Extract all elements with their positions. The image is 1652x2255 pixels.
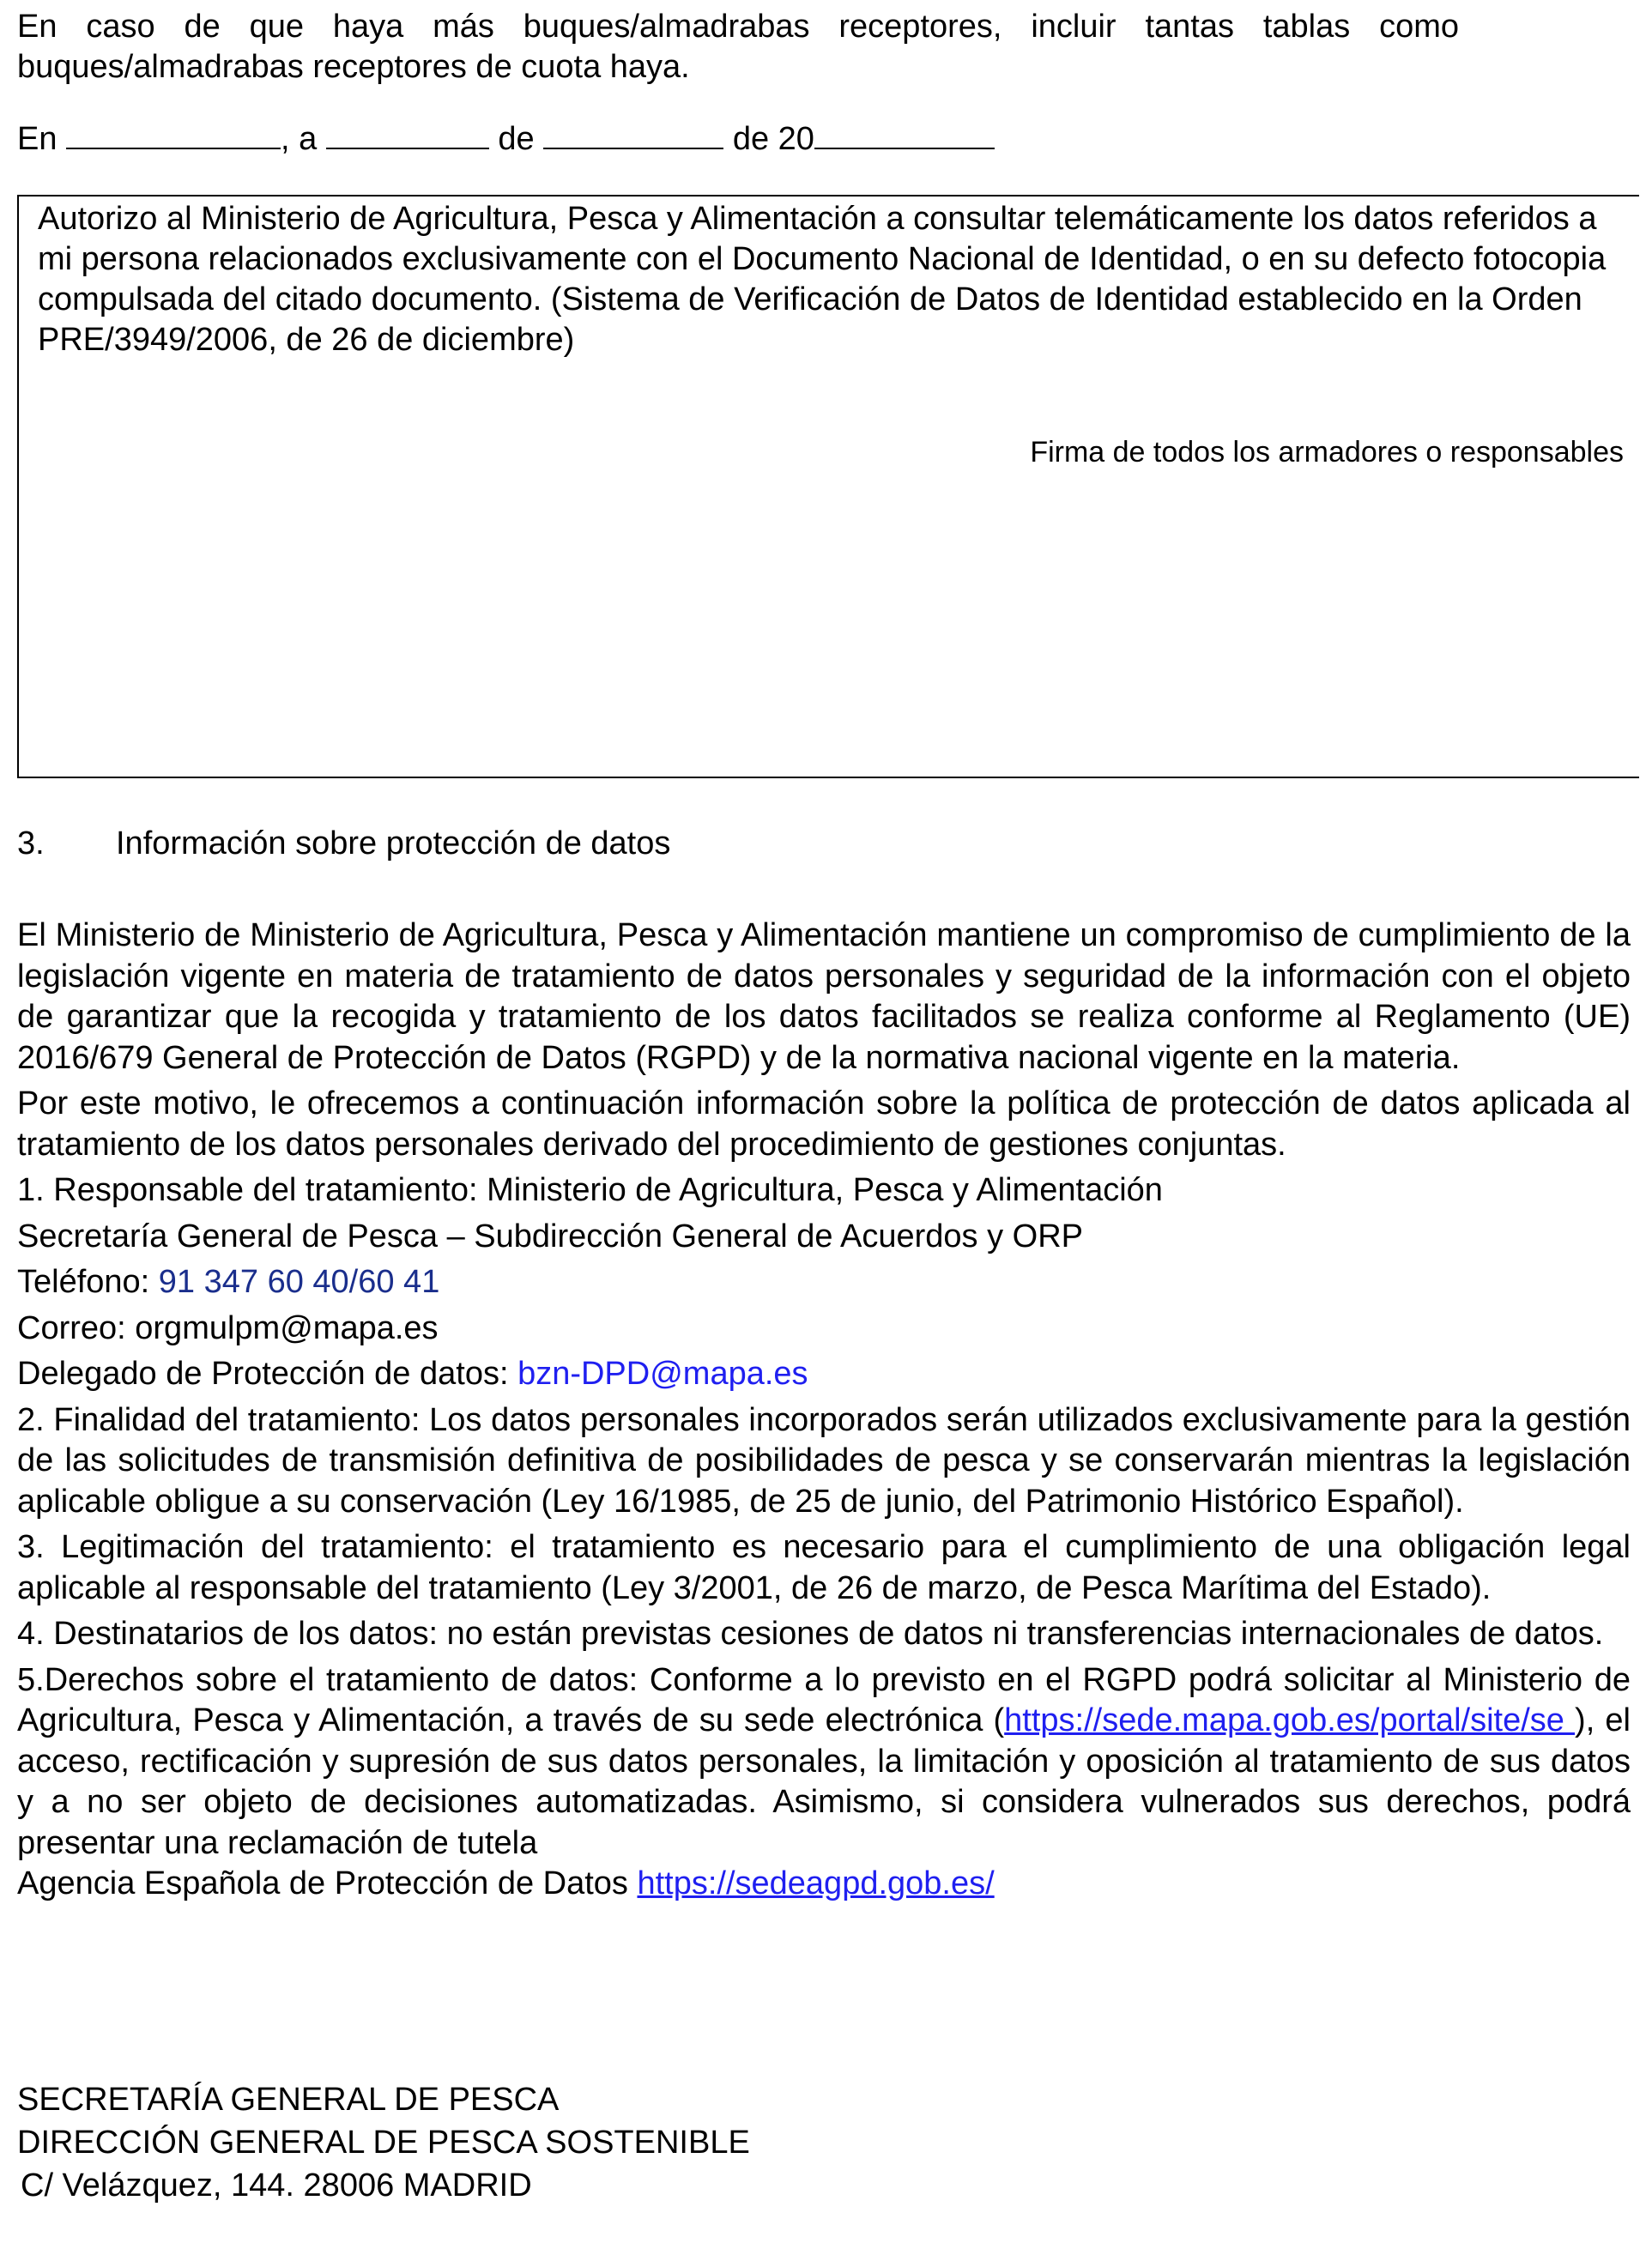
- paragraph-finalidad: 2. Finalidad del tratamiento: Los datos personales incorporados serán utilizados exclusivamente para la gestión de las solicitudes de transmisión definitiva de posibilidades de pesca y se conservarán mientras la legislación aplicable obligue a su conservación (Ley 16/1985, de 25 de junio, del Patrimonio Histórico Español).: [17, 1401, 1631, 1520]
- date-de1-label: de: [498, 121, 535, 157]
- year-blank[interactable]: [814, 113, 995, 149]
- dpd-line: [17, 1354, 1631, 1395]
- date-en-label: En: [17, 121, 57, 157]
- paragraph-derechos: [17, 1660, 1631, 1865]
- date-de2-label: de 20: [732, 121, 814, 157]
- date-a-label: , a: [281, 121, 318, 157]
- signature-label: Firma de todos los armadores o responsables: [1030, 436, 1624, 469]
- date-line: [17, 113, 1219, 160]
- responsable-line: 1. Responsable del tratamiento: Ministerio de Agricultura, Pesca y Alimentación: [17, 1172, 1163, 1208]
- section-number: 3.: [17, 825, 45, 861]
- day-blank[interactable]: [326, 113, 489, 149]
- agpd-link[interactable]: https://sedeagpd.gob.es/: [637, 1865, 995, 1901]
- derechos-text-1: 5.Derechos sobre el tratamiento de datos: Conforme a lo previsto en el RGPD podrá solicitar al Ministerio de Agricultura, Pesca y Alimentación, a través de su sede electrónica (: [17, 1661, 1631, 1738]
- footer-street: C/ Velázquez, 144. 28006 MADRID: [21, 2167, 532, 2204]
- section-title: Información sobre protección de datos: [116, 825, 671, 861]
- paragraph-destinatarios: 4. Destinatarios de los datos: no están previstas cesiones de datos ni transferencias internacionales de datos.: [17, 1616, 1604, 1652]
- dpd-label: Delegado de Protección de datos:: [17, 1356, 518, 1392]
- telefono-value[interactable]: 91 347 60 40/60 41: [158, 1264, 440, 1300]
- derechos-text-2: ), el acceso, rectificación y supresión de sus datos personales, la limitación y oposición al tratamiento de sus datos y a no ser objeto de decisiones automatizadas. Asimismo, si considera vulnerados sus derechos, podrá presentar una reclamación de tutela: [17, 1702, 1631, 1861]
- intro-paragraph: En caso de que haya más buques/almadrabas receptores, incluir tantas tablas como buques/almadrabas receptores de cuota haya.: [17, 9, 1459, 85]
- paragraph-policy: Por este motivo, le ofrecemos a continuación información sobre la política de protección de datos aplicada al tratamiento de los datos personales derivado del procedimiento de gestiones conjuntas.: [17, 1085, 1631, 1163]
- telefono-line: [17, 1262, 1631, 1303]
- paragraph-legitimacion: 3. Legitimación del tratamiento: el tratamiento es necesario para el cumplimiento de una obligación legal aplicable al responsable del tratamiento (Ley 3/2001, de 26 de marzo, de Pesca Marítima del Estado).: [17, 1529, 1631, 1606]
- place-blank[interactable]: [66, 113, 281, 149]
- authorization-text: Autorizo al Ministerio de Agricultura, Pesca y Alimentación a consultar telemáticamente los datos referidos a mi persona relacionados exclusivamente con el Documento Nacional de Identidad, o en su defecto fotocopia compulsada del citado documento. (Sistema de Verificación de Datos de Identidad establecido en la Orden PRE/3949/2006, de 26 de diciembre): [38, 201, 1607, 358]
- section-3-heading: [17, 824, 670, 864]
- footer-direccion: DIRECCIÓN GENERAL DE PESCA SOSTENIBLE: [17, 2125, 750, 2161]
- correo-line: Correo: orgmulpm@mapa.es: [17, 1309, 439, 1346]
- footer-secretaria: SECRETARÍA GENERAL DE PESCA: [17, 2082, 560, 2118]
- data-protection-body: [17, 916, 1631, 1910]
- agencia-label: Agencia Española de Protección de Datos: [17, 1865, 638, 1901]
- sede-link[interactable]: https://sede.mapa.gob.es/portal/site/se: [1004, 1702, 1576, 1738]
- paragraph-commitment: El Ministerio de Ministerio de Agricultura, Pesca y Alimentación mantiene un compromiso de cumplimiento de la legislación vigente en materia de tratamiento de datos personales y seguridad de la información con el objeto de garantizar que la recogida y tratamiento de los datos facilitados se realiza conforme al Reglamento (UE) 2016/679 General de Protección de Datos (RGPD) y de la normativa nacional vigente en la materia.: [17, 917, 1631, 1076]
- agencia-line: [17, 1864, 1631, 1905]
- footer-address: [17, 2078, 750, 2207]
- dpd-email-link[interactable]: bzn-DPD@mapa.es: [517, 1356, 808, 1392]
- month-blank[interactable]: [543, 113, 723, 149]
- telefono-label: Teléfono:: [17, 1264, 159, 1300]
- authorization-box: [17, 195, 1639, 778]
- secretaria-line: Secretaría General de Pesca – Subdirección General de Acuerdos y ORP: [17, 1218, 1084, 1254]
